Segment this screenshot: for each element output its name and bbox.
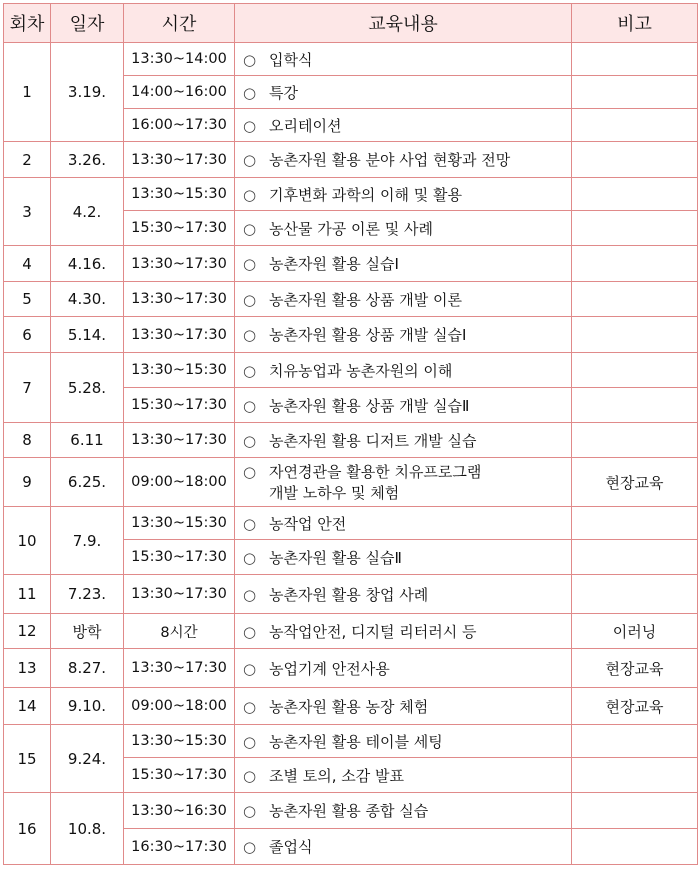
session-note: 현장교육 [572,458,698,507]
session-number: 8 [4,423,51,458]
session-date: 4.16. [51,246,124,282]
session-content [235,575,572,614]
session-number: 12 [4,614,51,649]
content-line [243,289,571,310]
content-text: 농작업 안전 [269,514,347,533]
content-line [243,731,571,752]
content-line [243,621,571,642]
session-date: 8.27. [51,649,124,688]
content-text-line2: 개발 노하우 및 체험 [269,484,400,502]
session-time: 13:30~15:30 [124,353,235,388]
circle-bullet-icon: ○ [243,766,257,785]
session-date: 3.26. [51,142,124,178]
content-line [243,115,571,136]
content-text: 농촌자원 활용 실습Ⅱ [269,548,402,567]
schedule-body [4,43,698,865]
session-content [235,353,572,388]
circle-bullet-icon: ○ [243,219,257,238]
session-content [235,388,572,423]
session-date: 9.10. [51,688,124,725]
session-note [572,142,698,178]
content-text: 농촌자원 활용 실습Ⅰ [269,255,399,273]
session-content [235,829,572,865]
session-time: 13:30~15:30 [124,178,235,211]
content-text: 치유농업과 농촌자원의 이해 [269,361,453,380]
session-time: 13:30~17:30 [124,649,235,688]
circle-bullet-icon: ○ [243,802,257,820]
session-time: 13:30~17:30 [124,282,235,317]
content-line [243,82,571,103]
session-time: 15:30~17:30 [124,758,235,793]
content-text: 농촌자원 활용 농장 체험 [269,697,429,716]
session-time: 13:30~17:30 [124,246,235,282]
session-content [235,540,572,575]
session-note [572,178,698,211]
circle-bullet-icon: ○ [243,290,257,309]
schedule-table [3,3,698,865]
session-time: 09:00~18:00 [124,688,235,725]
session-date: 방학 [51,614,124,649]
session-note [572,317,698,353]
header-row [4,4,698,43]
session-content [235,178,572,211]
session-time: 13:30~17:30 [124,423,235,458]
content-line [243,800,571,821]
session-content [235,142,572,178]
session-date: 4.2. [51,178,124,246]
session-time: 13:30~17:30 [124,142,235,178]
session-time: 14:00~16:00 [124,76,235,109]
content-text: 농촌자원 활용 상품 개발 실습Ⅰ [269,326,467,344]
circle-bullet-icon: ○ [243,659,257,678]
circle-bullet-icon: ○ [243,838,257,856]
table-row [4,725,698,758]
content-text: 조별 토의, 소감 발표 [269,766,404,785]
session-time: 13:30~14:00 [124,43,235,76]
circle-bullet-icon: ○ [243,361,257,380]
table-row [4,282,698,317]
session-content [235,211,572,246]
content-text: 농촌자원 활용 테이블 세팅 [269,732,443,751]
content-line [243,584,571,605]
circle-bullet-icon: ○ [243,185,257,204]
session-note [572,353,698,388]
content-line [243,395,571,416]
table-row [4,353,698,388]
session-note [572,758,698,793]
table-row [4,246,698,282]
header-date: 일자 [51,4,124,43]
session-number: 10 [4,507,51,575]
session-content [235,423,572,458]
session-number: 9 [4,458,51,507]
content-text: 농촌자원 활용 상품 개발 이론 [269,290,462,309]
session-number: 6 [4,317,51,353]
session-time: 13:30~17:30 [124,575,235,614]
circle-bullet-icon: ○ [243,697,257,716]
session-number: 5 [4,282,51,317]
content-line [243,49,571,70]
session-time: 16:00~17:30 [124,109,235,142]
circle-bullet-icon: ○ [243,83,257,102]
session-note [572,540,698,575]
circle-bullet-icon: ○ [243,514,257,533]
table-row [4,649,698,688]
circle-bullet-icon: ○ [243,622,257,641]
content-line [243,658,571,679]
circle-bullet-icon: ○ [243,463,257,481]
content-text: 기후변화 과학의 이해 및 활용 [269,185,462,204]
session-content [235,109,572,142]
table-row [4,688,698,725]
session-note [572,575,698,614]
session-note [572,246,698,282]
session-date: 10.8. [51,793,124,865]
header-note: 비고 [572,4,698,43]
session-number: 15 [4,725,51,793]
session-number: 11 [4,575,51,614]
content-text: 농업기계 안전사용 [269,659,390,678]
session-time: 8시간 [124,614,235,649]
content-text: 농촌자원 활용 디저트 개발 실습 [269,431,477,450]
content-text: 농산물 가공 이론 및 사례 [269,219,433,238]
content-line [243,184,571,205]
session-note [572,211,698,246]
session-note [572,109,698,142]
session-content [235,246,572,282]
content-line [243,253,571,274]
content-line [243,765,571,786]
session-content [235,688,572,725]
session-content [235,282,572,317]
circle-bullet-icon: ○ [243,151,257,169]
content-text: 특강 [269,83,298,102]
content-text: 농촌자원 활용 상품 개발 실습Ⅱ [269,396,470,415]
session-date: 9.24. [51,725,124,793]
session-date: 4.30. [51,282,124,317]
session-number: 2 [4,142,51,178]
content-text: 졸업식 [269,838,313,856]
table-row [4,507,698,540]
header-time: 시간 [124,4,235,43]
session-content [235,758,572,793]
table-row [4,458,698,507]
content-text: 농촌자원 활용 분야 사업 현황과 전망 [269,151,511,169]
session-content [235,793,572,829]
table-row [4,142,698,178]
content-line [243,513,571,534]
session-number: 4 [4,246,51,282]
session-note [572,282,698,317]
session-note [572,793,698,829]
session-date: 6.11 [51,423,124,458]
session-note [572,43,698,76]
session-note: 현장교육 [572,649,698,688]
session-time: 15:30~17:30 [124,540,235,575]
circle-bullet-icon: ○ [243,326,257,344]
table-row [4,614,698,649]
session-content [235,649,572,688]
content-text: 오리테이션 [269,116,342,135]
session-content [235,507,572,540]
content-line [243,218,571,239]
table-row [4,178,698,211]
table-row [4,575,698,614]
session-number: 13 [4,649,51,688]
table-row [4,43,698,76]
session-time: 13:30~16:30 [124,793,235,829]
session-date: 6.25. [51,458,124,507]
session-time: 13:30~17:30 [124,317,235,353]
session-content [235,725,572,758]
session-note: 이러닝 [572,614,698,649]
session-note: 현장교육 [572,688,698,725]
session-note [572,829,698,865]
content-text: 입학식 [269,50,313,69]
content-line [243,430,571,451]
session-number: 16 [4,793,51,865]
circle-bullet-icon: ○ [243,396,257,415]
session-number: 3 [4,178,51,246]
session-number: 1 [4,43,51,142]
session-content [235,43,572,76]
session-date: 5.14. [51,317,124,353]
session-time: 16:30~17:30 [124,829,235,865]
table-row [4,317,698,353]
header-content: 교육내용 [235,4,572,43]
circle-bullet-icon: ○ [243,50,257,69]
session-note [572,388,698,423]
session-content [235,76,572,109]
session-date: 5.28. [51,353,124,423]
circle-bullet-icon: ○ [243,548,257,567]
content-line [243,547,571,568]
content-line [243,149,571,170]
session-time: 13:30~15:30 [124,725,235,758]
session-time: 09:00~18:00 [124,458,235,507]
session-date: 7.23. [51,575,124,614]
content-line [243,324,571,345]
circle-bullet-icon: ○ [243,255,257,273]
session-number: 14 [4,688,51,725]
session-content [235,458,572,507]
content-text: 농촌자원 활용 창업 사례 [269,585,429,604]
session-time: 15:30~17:30 [124,211,235,246]
session-note [572,423,698,458]
session-content [235,614,572,649]
session-note [572,76,698,109]
content-line [243,696,571,717]
content-text: 농촌자원 활용 종합 실습 [269,802,429,820]
session-note [572,507,698,540]
session-date: 7.9. [51,507,124,575]
circle-bullet-icon: ○ [243,431,257,450]
session-content [235,317,572,353]
content-line [243,461,571,482]
session-number: 7 [4,353,51,423]
session-note [572,725,698,758]
content-text: 자연경관을 활용한 치유프로그램 [269,463,482,481]
content-text: 농작업안전, 디지털 리터러시 등 [269,622,477,641]
table-row [4,793,698,829]
header-no: 회차 [4,4,51,43]
session-date: 3.19. [51,43,124,142]
circle-bullet-icon: ○ [243,585,257,604]
session-time: 13:30~15:30 [124,507,235,540]
session-time: 15:30~17:30 [124,388,235,423]
content-line [243,360,571,381]
table-row [4,423,698,458]
circle-bullet-icon: ○ [243,732,257,751]
content-line [243,836,571,857]
circle-bullet-icon: ○ [243,116,257,135]
